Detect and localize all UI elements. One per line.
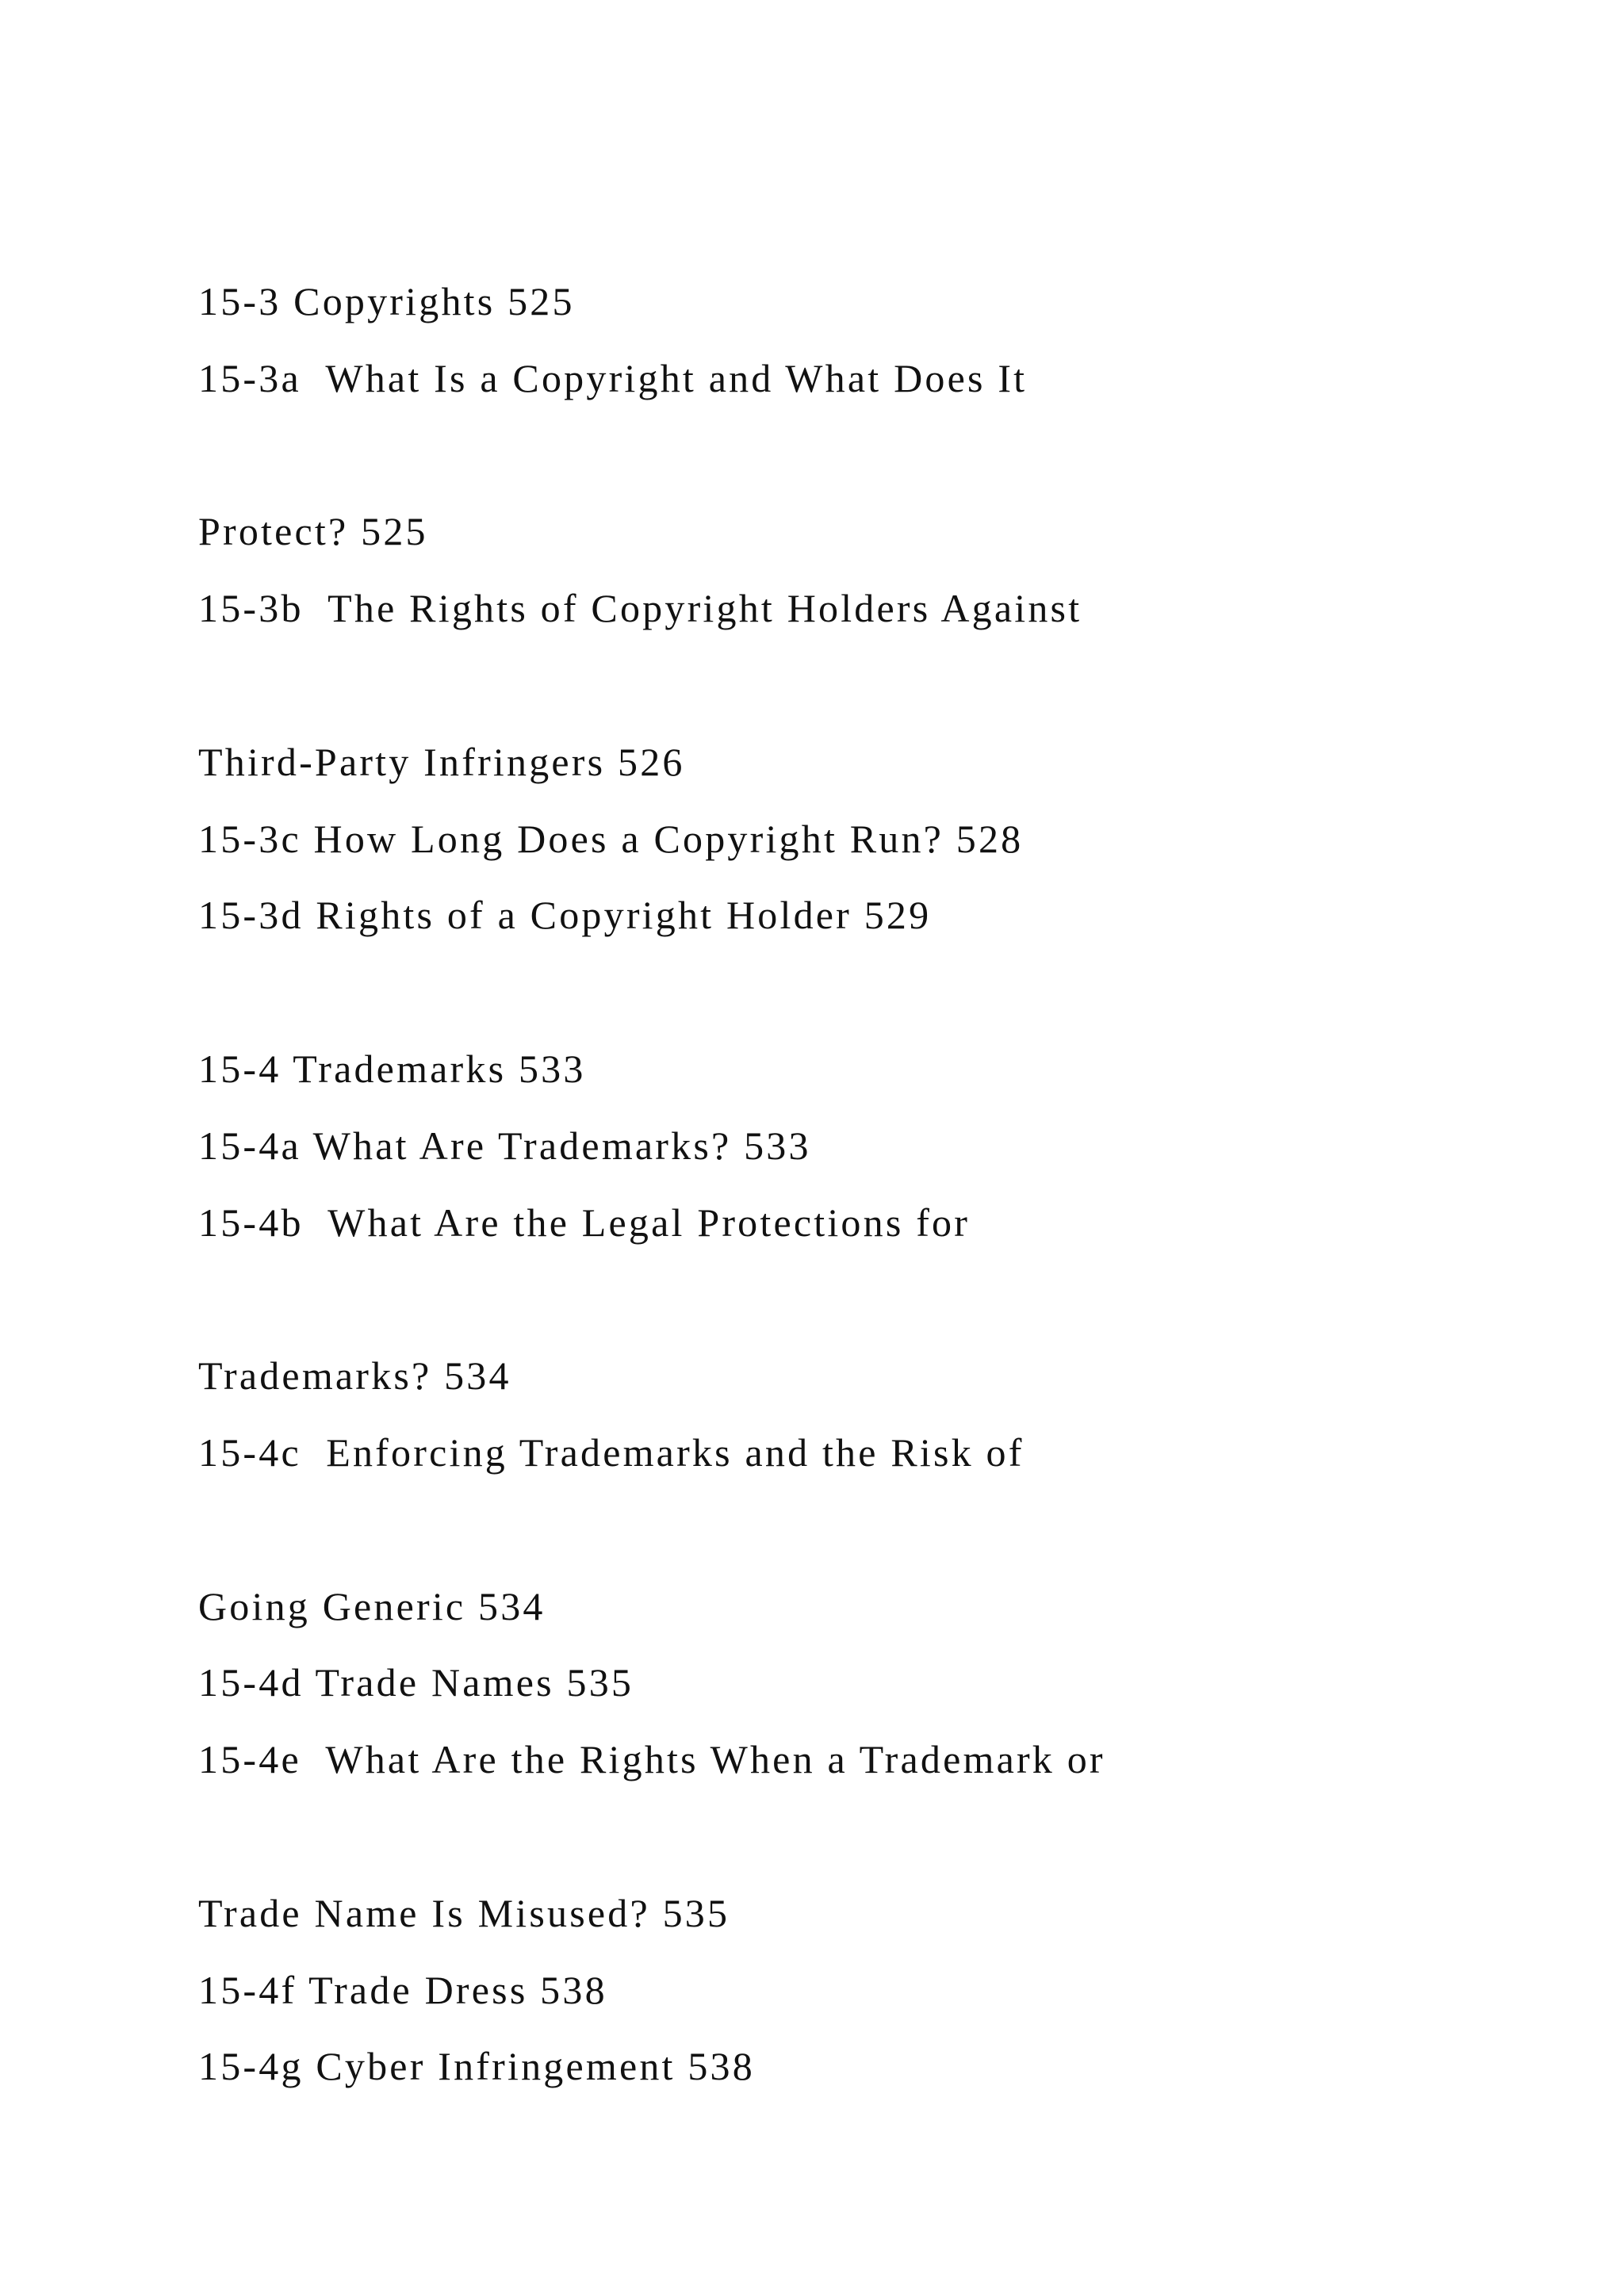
toc-line: 15-3d Rights of a Copyright Holder 529 — [198, 893, 932, 938]
toc-line: 15-4e What Are the Rights When a Trademark or — [198, 1737, 1105, 1782]
toc-line: 15-4c Enforcing Trademarks and the Risk of — [198, 1429, 1025, 1475]
toc-line: Going Generic 534 — [198, 1583, 546, 1628]
toc-line — [198, 656, 1105, 733]
toc-line — [198, 427, 1105, 503]
toc-line: 15-3c How Long Does a Copyright Run? 528 — [198, 816, 1024, 861]
toc-line — [198, 963, 1105, 1040]
table-of-contents — [198, 273, 1105, 2114]
toc-line — [198, 1808, 1105, 1885]
toc-line: 15-4a What Are Trademarks? 533 — [198, 1123, 811, 1168]
toc-line — [198, 1270, 1105, 1347]
toc-line: Trade Name Is Misused? 535 — [198, 1890, 730, 1935]
toc-line — [198, 1501, 1105, 1578]
toc-line: Protect? 525 — [198, 509, 428, 554]
toc-line: 15-3a What Is a Copyright and What Does It — [198, 355, 1028, 400]
toc-line: 15-4g Cyber Infringement 538 — [198, 2044, 755, 2089]
toc-line: 15-4f Trade Dress 538 — [198, 1967, 607, 2012]
toc-line: 15-4d Trade Names 535 — [198, 1660, 634, 1705]
toc-line: 15-3 Copyrights 525 — [198, 279, 575, 323]
toc-line: Third-Party Infringers 526 — [198, 739, 685, 784]
toc-line: Trademarks? 534 — [198, 1353, 511, 1399]
toc-line: 15-4 Trademarks 533 — [198, 1046, 586, 1091]
toc-line: 15-3b The Rights of Copyright Holders Against — [198, 586, 1082, 631]
toc-line: 15-4b What Are the Legal Protections for — [198, 1200, 971, 1245]
